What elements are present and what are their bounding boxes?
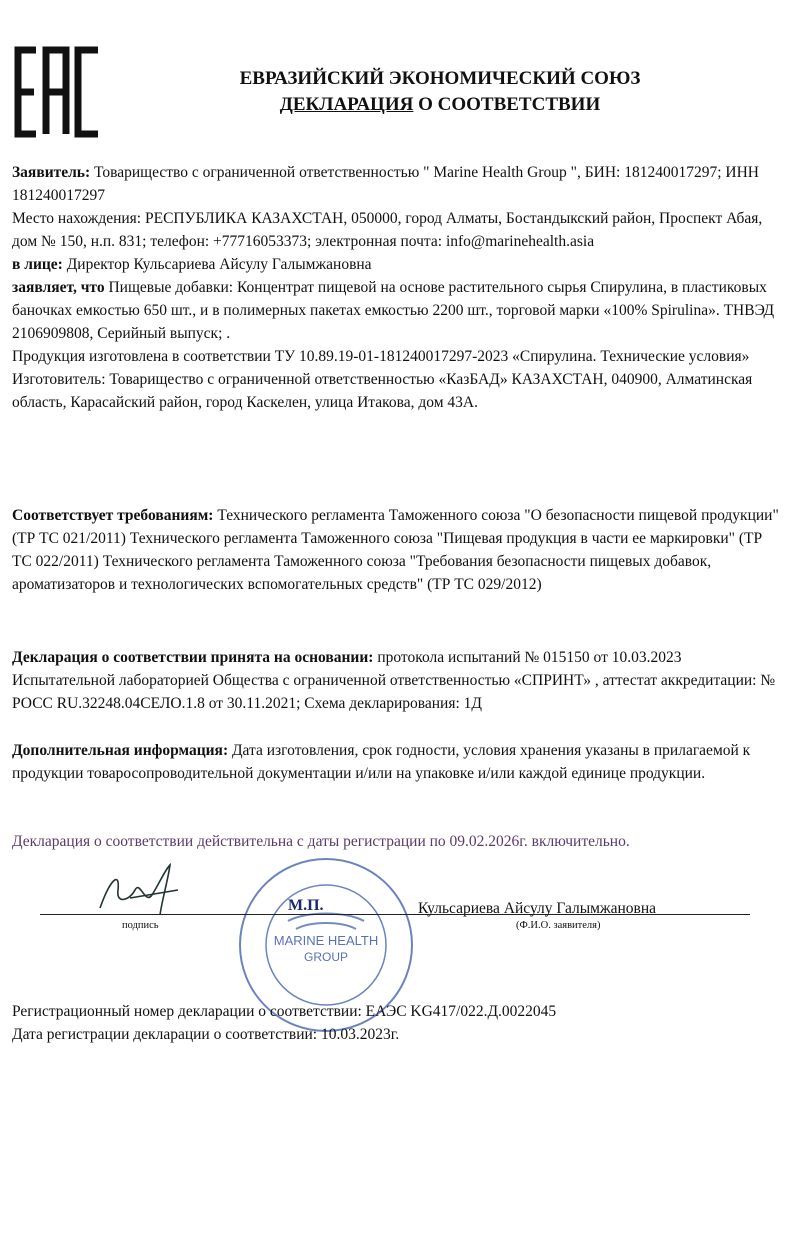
eac-logo: [12, 46, 102, 138]
stamp-text-1: MARINE HEALTH: [273, 933, 379, 948]
requirements-label: Соответствует требованиям:: [12, 507, 214, 524]
header-title-rest: О СООТВЕТСТВИИ: [413, 94, 601, 115]
manufacturer-line: Изготовитель: Товарищество с ограниченной ответственностью «КазБАД» КАЗАХСТАН, 040900, Алматинская область, Карасайский район, город Каскелен, улица Итакова, дом 43А.: [12, 371, 753, 411]
registration-section: [12, 1000, 782, 1046]
person-line: [12, 253, 782, 276]
requirements-section: [12, 504, 782, 596]
basis-label: Декларация о соответствии принята на основании:: [12, 649, 374, 666]
applicant-text: Товарищество с ограниченной ответственностью " Marine Health Group ", БИН: 181240017297; ИНН 181240017297: [12, 164, 759, 204]
signature-line: [40, 914, 750, 915]
declares-text: Пищевые добавки: Концентрат пищевой на основе растительного сырья Спирулина, в пластиковых баночках емкостью 650 шт., и в полимерных пакетах емкостью 2200 шт., торговой марки «100% Spirulina». ТНВЭД 2106909808, Серийный выпуск; .: [12, 279, 775, 342]
applicant-label: Заявитель:: [12, 164, 91, 181]
applicant-location: Место нахождения: РЕСПУБЛИКА КАЗАХСТАН, 050000, город Алматы, Бостандыкский район, Проспект Абая, дом № 150, н.п. 831; телефон: +77716053373; электронная почта: info@marinehealth.asia: [12, 210, 763, 250]
declares-label: заявляет, что: [12, 279, 105, 296]
signature-scribble-icon: [90, 860, 190, 920]
additional-section: [12, 739, 782, 785]
validity-line: Декларация о соответствии действительна с даты регистрации по 09.02.2026г. включительно.: [12, 833, 630, 850]
mp-mark: М.П.: [288, 897, 324, 914]
applicant-line: [12, 161, 782, 207]
person-label: в лице:: [12, 256, 63, 273]
additional-text: Дата изготовления, срок годности, условия хранения указаны в прилагаемой к продукции товаросопроводительной документации и/или на упаковке и/или каждой единице продукции.: [12, 742, 751, 782]
basis-section: [12, 646, 782, 715]
produced-line: Продукция изготовлена в соответствии ТУ 10.89.19-01-181240017297-2023 «Спирулина. Технические условия»: [12, 348, 750, 365]
person-text: Директор Кульсариева Айсулу Галымжановна: [62, 256, 372, 273]
additional-label: Дополнительная информация:: [12, 742, 229, 759]
declares-line: [12, 276, 782, 345]
header-title-underlined: ДЕКЛАРАЦИЯ: [279, 94, 414, 115]
registration-date: Дата регистрации декларации о соответствии: 10.03.2023г.: [12, 1026, 400, 1043]
header-title: [120, 94, 760, 116]
applicant-section: [12, 161, 782, 414]
signature-caption: подпись: [122, 920, 159, 931]
signer-name: Кульсариева Айсулу Галымжановна: [418, 900, 657, 917]
registration-number: Регистрационный номер декларации о соответствии: ЕАЭС KG417/022.Д.0022045: [12, 1003, 557, 1020]
name-caption: (Ф.И.О. заявителя): [516, 920, 601, 931]
basis-text: протокола испытаний № 015150 от 10.03.2023 Испытательной лабораторией Общества с ограниченной ответственностью «СПРИНТ» , аттестат аккредитации: № РОСС RU.32248.04СЕЛО.1.8 от 30.11.2021; Схема декларирования: 1Д: [12, 649, 776, 712]
stamp-text-2: GROUP: [303, 950, 349, 964]
requirements-text: Технического регламента Таможенного союза "О безопасности пищевой продукции" (ТР ТС 021/2011) Технического регламента Таможенного союза "Пищевая продукция в части ее маркировки" (ТР ТС 022/2011) Технического регламента Таможенного союза "Требования безопасности пищевых добавок, ароматизаторов и технологических вспомогательных средств" (ТР ТС 029/2012): [12, 507, 779, 593]
header-union: ЕВРАЗИЙСКИЙ ЭКОНОМИЧЕСКИЙ СОЮЗ: [239, 68, 641, 89]
